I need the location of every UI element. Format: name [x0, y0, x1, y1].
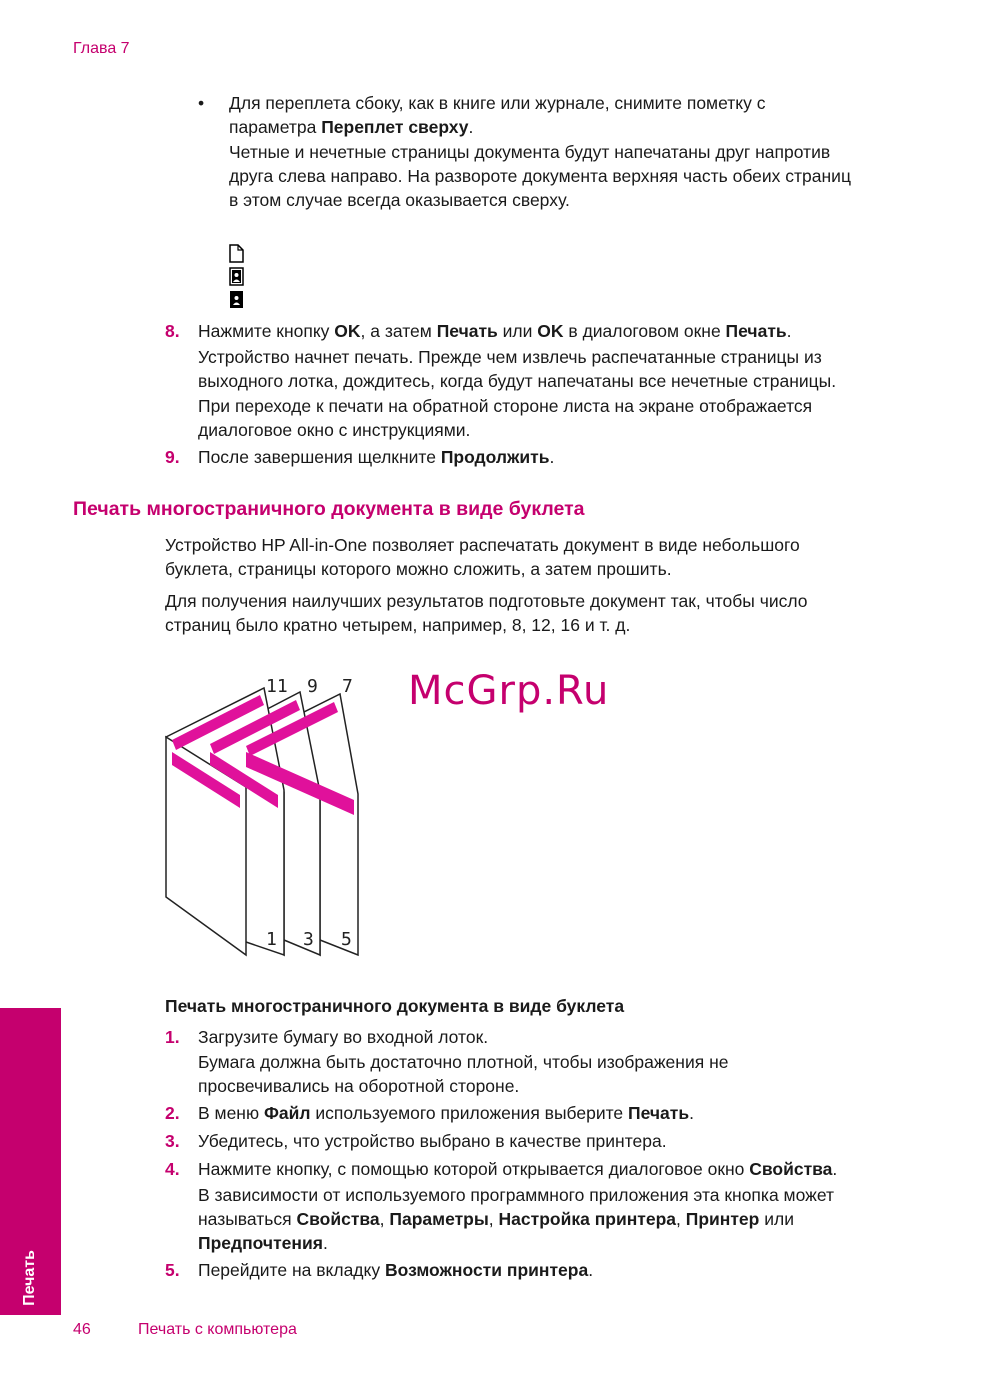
procedure-heading: Печать многостраничного документа в виде буклета: [165, 996, 625, 1016]
step-8-line-1: Нажмите кнопку OK, а затем Печать или OK в диалоговом окне Печать.: [198, 321, 792, 341]
bullet-line-2: параметра Переплет сверху.: [229, 117, 474, 137]
intro-line-3: Для получения наилучших результатов подготовьте документ так, чтобы число: [165, 591, 808, 611]
step-number: 8.: [165, 321, 180, 341]
proc-step-2: В меню Файл используемого приложения выберите Печать.: [198, 1103, 694, 1123]
proc-step-4: Нажмите кнопку, с помощью которой открывается диалоговое окно Свойства.: [198, 1159, 838, 1179]
step-9-line: После завершения щелкните Продолжить.: [198, 447, 555, 467]
page-number: 46: [73, 1321, 91, 1338]
step-number: 1.: [165, 1027, 180, 1047]
bullet-line-1: Для переплета сбоку, как в книге или журнале, снимите пометку с: [229, 93, 766, 113]
step-number: 4.: [165, 1159, 180, 1179]
watermark: McGrp.Ru: [408, 668, 610, 714]
step-8-line-4: При переходе к печати на обратной стороне листа на экране отображается: [198, 396, 813, 416]
bullet-marker: •: [198, 93, 205, 113]
intro-line-4: страниц было кратно четырем, например, 8, 12, 16 и т. д.: [165, 615, 631, 635]
step-number: 3.: [165, 1131, 180, 1151]
proc-step-1-line-3: просвечивались на оборотной стороне.: [198, 1076, 520, 1096]
step-8-line-5: диалоговое окно с инструкциями.: [198, 420, 471, 440]
bullet-para-line-1: Четные и нечетные страницы документа будут напечатаны друг напротив: [229, 142, 831, 162]
page-flip-up-icon: [229, 290, 244, 309]
booklet-figure: [150, 670, 380, 960]
label-bottom-1: 1: [266, 929, 277, 950]
proc-step-4-line-3: называться Свойства, Параметры, Настройка принтера, Принтер или: [198, 1209, 794, 1229]
bullet-para-line-2: друга слева направо. На развороте документа верхняя часть обеих страниц: [229, 166, 851, 186]
section-heading: Печать многостраничного документа в виде буклета: [73, 498, 585, 520]
proc-step-1: Загрузите бумагу во входной лоток.: [198, 1027, 489, 1047]
step-number: 9.: [165, 447, 180, 467]
page-portrait-icon: [229, 244, 244, 263]
proc-step-5: Перейдите на вкладку Возможности принтера.: [198, 1260, 594, 1280]
proc-step-4-line-4: Предпочтения.: [198, 1233, 328, 1253]
footer-title: Печать с компьютера: [138, 1321, 297, 1338]
binding-icons: [229, 244, 244, 313]
label-top-9: 9: [307, 676, 318, 697]
intro-line-1: Устройство HP All-in-One позволяет распечатать документ в виде небольшого: [165, 535, 800, 555]
step-number: 5.: [165, 1260, 180, 1280]
step-8-line-2: Устройство начнет печать. Прежде чем извлечь распечатанные страницы из: [198, 347, 822, 367]
proc-step-3: Убедитесь, что устройство выбрано в качестве принтера.: [198, 1131, 667, 1151]
proc-step-4-line-2: В зависимости от используемого программного приложения эта кнопка может: [198, 1185, 834, 1205]
step-number: 2.: [165, 1103, 180, 1123]
side-tab-label: Печать: [21, 1250, 38, 1306]
label-bottom-3: 3: [303, 929, 314, 950]
label-top-7: 7: [342, 676, 353, 697]
page-flip-icon: [229, 267, 244, 286]
label-top-11: 11: [266, 676, 288, 697]
step-8-line-3: выходного лотка, дождитесь, когда будут напечатаны все нечетные страницы.: [198, 371, 837, 391]
bullet-para-line-3: в этом случае всегда оказывается сверху.: [229, 190, 570, 210]
proc-step-1-line-2: Бумага должна быть достаточно плотной, чтобы изображения не: [198, 1052, 729, 1072]
intro-line-2: буклета, страницы которого можно сложить, а затем прошить.: [165, 559, 672, 579]
chapter-label: Глава 7: [73, 40, 130, 57]
label-bottom-5: 5: [341, 929, 352, 950]
